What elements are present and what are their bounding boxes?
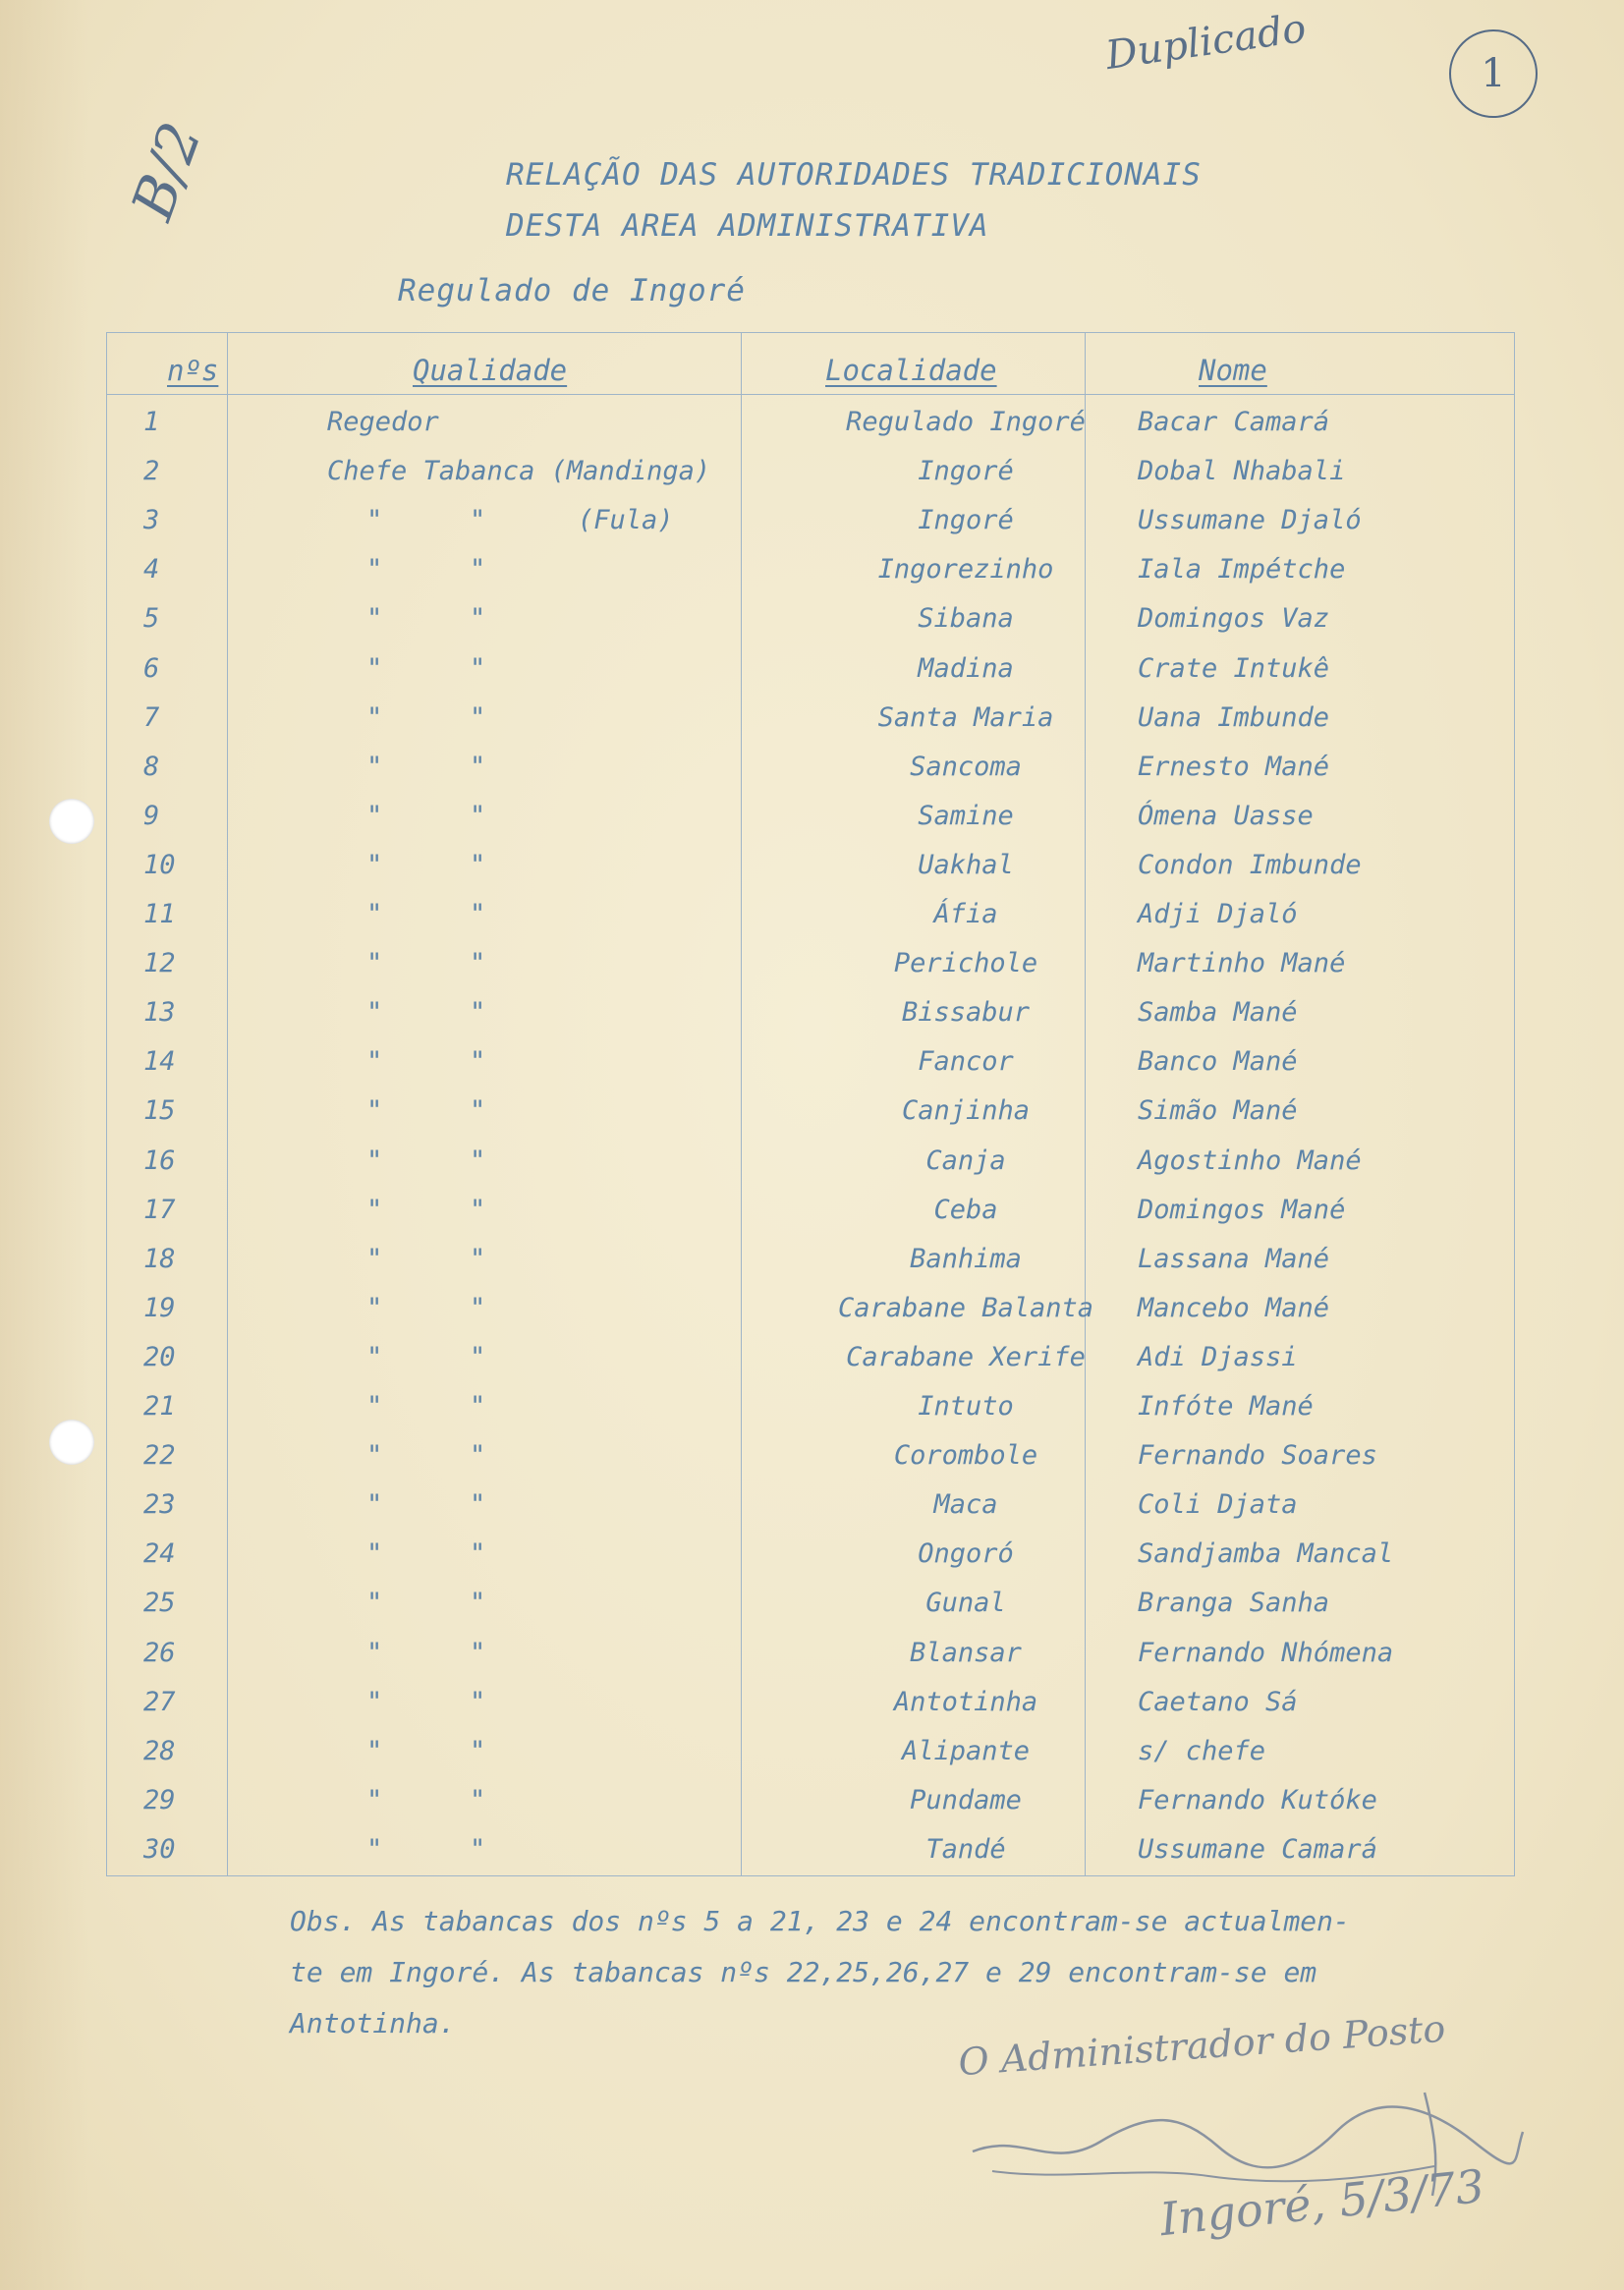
- ditto-mark: ": [366, 1440, 383, 1471]
- row-number: 11: [143, 899, 176, 929]
- row-localidade: Maca: [933, 1489, 998, 1520]
- ditto-mark: ": [366, 1244, 383, 1274]
- row-nome: Uana Imbunde: [1138, 702, 1330, 733]
- reference-mark: B/2: [118, 113, 215, 229]
- ditto-mark: ": [470, 1195, 486, 1225]
- table-row: [106, 1776, 1513, 1825]
- table-row: [106, 1825, 1513, 1874]
- row-nome: Bacar Camará: [1138, 407, 1330, 437]
- ditto-mark: ": [366, 1489, 383, 1520]
- row-nome: Banco Mané: [1138, 1046, 1298, 1077]
- row-qualidade: (Fula): [578, 505, 674, 535]
- row-number: 21: [143, 1391, 176, 1422]
- ditto-mark: ": [470, 554, 486, 585]
- row-localidade: Ingoré: [918, 456, 1014, 486]
- row-nome: s/ chefe: [1138, 1736, 1266, 1766]
- ditto-mark: ": [366, 1687, 383, 1717]
- row-nome: Adi Djassi: [1138, 1342, 1298, 1372]
- ditto-mark: ": [470, 1588, 486, 1618]
- punch-hole-bottom: [49, 1420, 94, 1465]
- ditto-mark: ": [470, 505, 486, 535]
- row-nome: Domingos Mané: [1138, 1195, 1346, 1225]
- row-nome: Samba Mané: [1138, 997, 1298, 1028]
- row-number: 28: [143, 1736, 176, 1766]
- row-number: 19: [143, 1293, 176, 1323]
- row-number: 24: [143, 1538, 176, 1569]
- table-row: [106, 1333, 1513, 1382]
- table-row: [106, 447, 1513, 496]
- ditto-mark: ": [470, 1440, 486, 1471]
- row-number: 4: [143, 554, 160, 585]
- table-row: [106, 1137, 1513, 1186]
- row-nome: Domingos Vaz: [1138, 603, 1330, 634]
- table-row: [106, 1186, 1513, 1235]
- ditto-mark: ": [470, 1489, 486, 1520]
- row-number: 18: [143, 1244, 176, 1274]
- ditto-mark: ": [366, 1588, 383, 1618]
- ditto-mark: ": [366, 1145, 383, 1176]
- table-row: [106, 398, 1513, 447]
- row-localidade: Carabane Balanta: [837, 1293, 1094, 1323]
- row-nome: Fernando Kutóke: [1138, 1785, 1377, 1815]
- row-number: 25: [143, 1588, 176, 1618]
- document-title-line2: DESTA AREA ADMINISTRATIVA: [506, 208, 989, 244]
- ditto-mark: ": [366, 997, 383, 1028]
- header-localidade: Localidade: [825, 354, 997, 387]
- row-localidade: Perichole: [893, 948, 1038, 978]
- header-qualidade: Qualidade: [413, 354, 568, 387]
- ditto-mark: ": [366, 1342, 383, 1372]
- document-title-line1: RELAÇÃO DAS AUTORIDADES TRADICIONAIS: [506, 157, 1202, 193]
- punch-hole-top: [49, 799, 94, 844]
- ditto-mark: ": [366, 554, 383, 585]
- ditto-mark: ": [470, 1145, 486, 1176]
- row-nome: Mancebo Mané: [1138, 1293, 1330, 1323]
- row-localidade: Gunal: [925, 1588, 1006, 1618]
- row-number: 14: [143, 1046, 176, 1077]
- row-nome: Martinho Mané: [1138, 948, 1346, 978]
- row-localidade: Regulado Ingoré: [846, 407, 1086, 437]
- ditto-mark: ": [366, 850, 383, 880]
- row-nome: Condon Imbunde: [1138, 850, 1362, 880]
- row-nome: Lassana Mané: [1138, 1244, 1330, 1274]
- ditto-mark: ": [470, 850, 486, 880]
- signature-place-date: Ingoré, 5/3/73: [1157, 2158, 1487, 2247]
- ditto-mark: ": [470, 948, 486, 978]
- regulado-subtitle: Regulado de Ingoré: [398, 273, 746, 308]
- row-localidade: Corombole: [893, 1440, 1038, 1471]
- row-localidade: Blansar: [910, 1638, 1022, 1668]
- ditto-mark: ": [470, 1736, 486, 1766]
- observation-line3: Antotinha.: [290, 2007, 456, 2039]
- row-localidade: Sancoma: [910, 752, 1022, 782]
- ditto-mark: ": [366, 801, 383, 831]
- ditto-mark: ": [366, 948, 383, 978]
- row-number: 27: [143, 1687, 176, 1717]
- grid-header-divider: [107, 394, 1514, 395]
- row-localidade: Ongoró: [918, 1538, 1014, 1569]
- ditto-mark: ": [470, 997, 486, 1028]
- row-localidade: Antotinha: [893, 1687, 1038, 1717]
- row-localidade: Canja: [925, 1145, 1006, 1176]
- duplicado-annotation: Duplicado: [1102, 5, 1310, 80]
- ditto-mark: ": [470, 1785, 486, 1815]
- row-nome: Ussumane Camará: [1138, 1834, 1377, 1865]
- row-number: 22: [143, 1440, 176, 1471]
- ditto-mark: ": [470, 1638, 486, 1668]
- table-row: [106, 939, 1513, 988]
- row-number: 13: [143, 997, 176, 1028]
- row-localidade: Fancor: [918, 1046, 1014, 1077]
- ditto-mark: ": [470, 1391, 486, 1422]
- signature-title: O Administrador do Posto: [957, 2006, 1447, 2085]
- table-row: [106, 496, 1513, 545]
- row-number: 9: [143, 801, 160, 831]
- table-row: [106, 841, 1513, 890]
- table-row: [106, 1530, 1513, 1579]
- ditto-mark: ": [470, 1095, 486, 1126]
- row-localidade: Pundame: [910, 1785, 1022, 1815]
- row-nome: Agostinho Mané: [1138, 1145, 1362, 1176]
- table-row: [106, 743, 1513, 792]
- observation-line1: Obs. As tabancas dos nºs 5 a 21, 23 e 24 encontram-se actualmen-: [290, 1905, 1350, 1937]
- ditto-mark: ": [366, 505, 383, 535]
- row-number: 15: [143, 1095, 176, 1126]
- row-nome: Fernando Nhómena: [1138, 1638, 1394, 1668]
- row-nome: Iala Impétche: [1138, 554, 1346, 585]
- ditto-mark: ": [366, 1834, 383, 1865]
- row-number: 12: [143, 948, 176, 978]
- ditto-mark: ": [366, 1785, 383, 1815]
- table-row: [106, 1579, 1513, 1628]
- row-nome: Branga Sanha: [1138, 1588, 1330, 1618]
- row-localidade: Ceba: [933, 1195, 998, 1225]
- ditto-mark: ": [470, 1834, 486, 1865]
- ditto-mark: ": [366, 752, 383, 782]
- row-number: 7: [143, 702, 160, 733]
- ditto-mark: ": [470, 752, 486, 782]
- row-localidade: Ingorezinho: [877, 554, 1054, 585]
- table-row: [106, 545, 1513, 594]
- row-number: 2: [143, 456, 160, 486]
- row-nome: Adji Djaló: [1138, 899, 1298, 929]
- table-row: [106, 1037, 1513, 1087]
- table-row: [106, 594, 1513, 643]
- row-localidade: Madina: [918, 653, 1014, 684]
- row-number: 3: [143, 505, 160, 535]
- ditto-mark: ": [366, 653, 383, 684]
- ditto-mark: ": [470, 801, 486, 831]
- row-number: 10: [143, 850, 176, 880]
- ditto-mark: ": [366, 1391, 383, 1422]
- row-localidade: Uakhal: [918, 850, 1014, 880]
- ditto-mark: ": [470, 1046, 486, 1077]
- row-nome: Fernando Soares: [1138, 1440, 1377, 1471]
- row-number: 16: [143, 1145, 176, 1176]
- row-nome: Ernesto Mané: [1138, 752, 1330, 782]
- header-num: nºs: [167, 354, 219, 387]
- row-number: 17: [143, 1195, 176, 1225]
- ditto-mark: ": [366, 1293, 383, 1323]
- ditto-mark: ": [470, 899, 486, 929]
- row-localidade: Tandé: [925, 1834, 1006, 1865]
- ditto-mark: ": [366, 1095, 383, 1126]
- row-nome: Simão Mané: [1138, 1095, 1298, 1126]
- table-row: [106, 1087, 1513, 1136]
- row-nome: Dobal Nhabali: [1138, 456, 1346, 486]
- table-row: [106, 792, 1513, 841]
- row-localidade: Santa Maria: [877, 702, 1054, 733]
- ditto-mark: ": [366, 603, 383, 634]
- ditto-mark: ": [470, 1244, 486, 1274]
- row-number: 5: [143, 603, 160, 634]
- page-number-circle: [1449, 29, 1538, 118]
- ditto-mark: ": [366, 1736, 383, 1766]
- row-qualidade: Regedor: [327, 407, 439, 437]
- row-localidade: Alipante: [901, 1736, 1031, 1766]
- row-number: 23: [143, 1489, 176, 1520]
- row-localidade: Intuto: [918, 1391, 1014, 1422]
- ditto-mark: ": [366, 1638, 383, 1668]
- row-localidade: Samine: [918, 801, 1014, 831]
- row-nome: Crate Intukê: [1138, 653, 1330, 684]
- observation-line2: te em Ingoré. As tabancas nºs 22,25,26,27 e 29 encontram-se em: [290, 1956, 1317, 1988]
- paper-edge-stain: [0, 0, 88, 2290]
- table-row: [106, 1382, 1513, 1431]
- row-number: 20: [143, 1342, 176, 1372]
- row-localidade: Banhima: [910, 1244, 1022, 1274]
- row-nome: Caetano Sá: [1138, 1687, 1298, 1717]
- row-localidade: Carabane Xerife: [846, 1342, 1086, 1372]
- table-row: [106, 1235, 1513, 1284]
- page-number: 1: [1481, 51, 1506, 96]
- row-nome: Infóte Mané: [1138, 1391, 1314, 1422]
- ditto-mark: ": [366, 702, 383, 733]
- ditto-mark: ": [366, 1538, 383, 1569]
- ditto-mark: ": [366, 1195, 383, 1225]
- table-row: [106, 1678, 1513, 1727]
- row-number: 30: [143, 1834, 176, 1865]
- table-row: [106, 644, 1513, 694]
- ditto-mark: ": [470, 702, 486, 733]
- ditto-mark: ": [366, 899, 383, 929]
- row-localidade: Ingoré: [918, 505, 1014, 535]
- table-row: [106, 988, 1513, 1037]
- table-row: [106, 1284, 1513, 1333]
- table-row: [106, 1431, 1513, 1480]
- table-row: [106, 1629, 1513, 1678]
- row-localidade: Sibana: [918, 603, 1014, 634]
- row-localidade: Bissabur: [901, 997, 1031, 1028]
- ditto-mark: ": [470, 1687, 486, 1717]
- row-nome: Sandjamba Mancal: [1138, 1538, 1394, 1569]
- table-row: [106, 694, 1513, 743]
- ditto-mark: ": [470, 1342, 486, 1372]
- row-number: 1: [143, 407, 160, 437]
- header-nome: Nome: [1199, 354, 1267, 387]
- row-nome: Ómena Uasse: [1138, 801, 1314, 831]
- row-number: 26: [143, 1638, 176, 1668]
- row-nome: Ussumane Djaló: [1138, 505, 1362, 535]
- table-row: [106, 1727, 1513, 1776]
- ditto-mark: ": [470, 653, 486, 684]
- ditto-mark: ": [470, 1293, 486, 1323]
- ditto-mark: ": [470, 603, 486, 634]
- ditto-mark: ": [366, 1046, 383, 1077]
- table-row: [106, 1480, 1513, 1530]
- row-localidade: Canjinha: [901, 1095, 1031, 1126]
- row-nome: Coli Djata: [1138, 1489, 1298, 1520]
- row-number: 8: [143, 752, 160, 782]
- ditto-mark: ": [470, 1538, 486, 1569]
- row-number: 29: [143, 1785, 176, 1815]
- row-localidade: Áfia: [933, 899, 998, 929]
- table-row: [106, 890, 1513, 939]
- row-number: 6: [143, 653, 160, 684]
- row-qualidade: Chefe Tabanca (Mandinga): [327, 456, 711, 486]
